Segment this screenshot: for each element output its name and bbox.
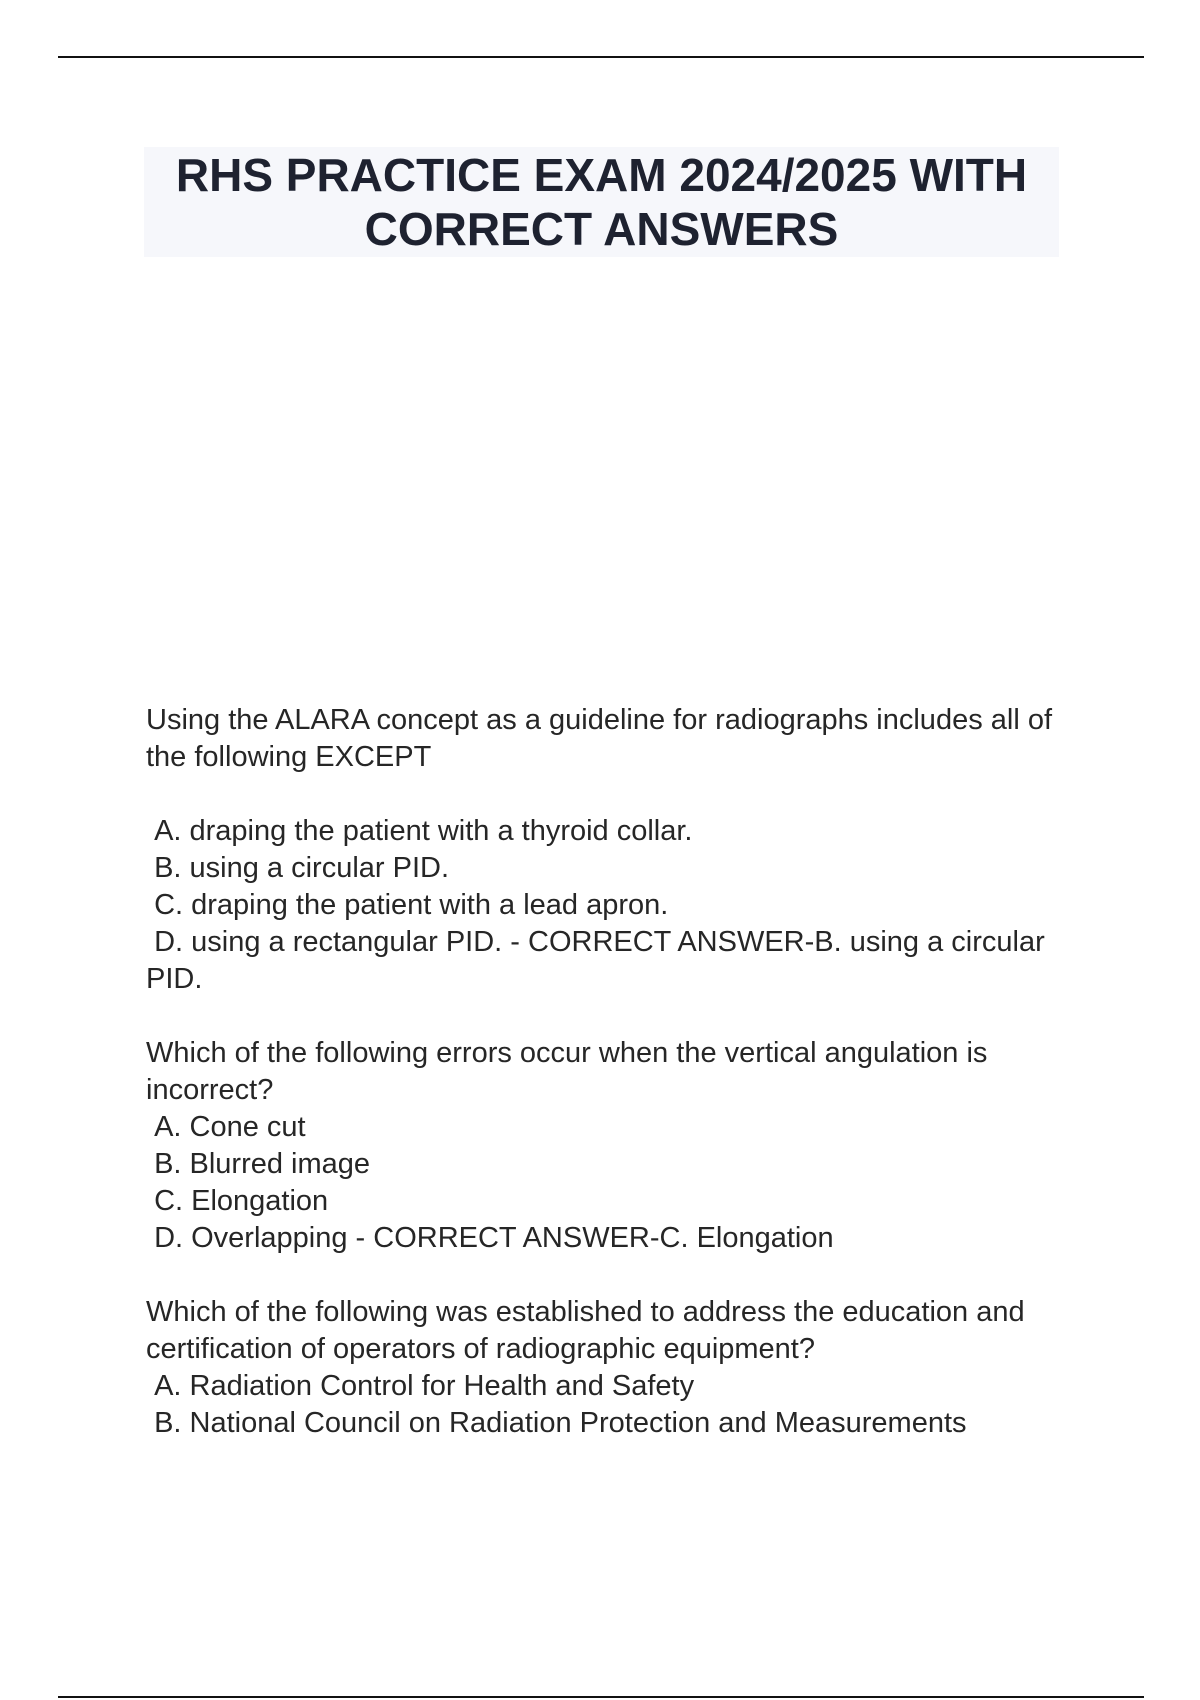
question-block-1 — [146, 702, 1066, 998]
answer-option-with-correct-answer: D. Overlapping - CORRECT ANSWER-C. Elongation — [146, 1222, 834, 1254]
question-spacer — [146, 776, 1066, 813]
question-block-2 — [146, 1035, 1066, 1257]
question-block-3 — [146, 1294, 1066, 1442]
answer-option: A. draping the patient with a thyroid collar. — [146, 815, 693, 847]
answer-option: A. Cone cut — [146, 1111, 306, 1143]
question-text: Using the ALARA concept as a guideline for radiographs includes all of the following EXCEPT — [146, 704, 1061, 773]
answer-option: C. draping the patient with a lead apron. — [146, 889, 669, 921]
answer-option: B. using a circular PID. — [146, 852, 450, 884]
footer-rule — [58, 1696, 1144, 1698]
title-banner — [144, 147, 1059, 257]
answer-option-with-correct-answer: D. using a rectangular PID. - CORRECT ANSWER-B. using a circular PID. — [146, 926, 1053, 995]
document-title: RHS PRACTICE EXAM 2024/2025 WITH CORRECT ANSWERS — [175, 149, 1028, 255]
answer-option: C. Elongation — [146, 1185, 329, 1217]
question-text: Which of the following errors occur when the vertical angulation is incorrect? — [146, 1037, 996, 1106]
answer-option: A. Radiation Control for Health and Safety — [146, 1370, 695, 1402]
answer-option: B. National Council on Radiation Protection and Measurements — [146, 1407, 967, 1439]
document-body — [146, 702, 1066, 1479]
answer-option: B. Blurred image — [146, 1148, 371, 1180]
header-rule — [58, 56, 1144, 58]
question-text: Which of the following was established to address the education and certification of operators of radiographic equipment? — [146, 1296, 1033, 1365]
